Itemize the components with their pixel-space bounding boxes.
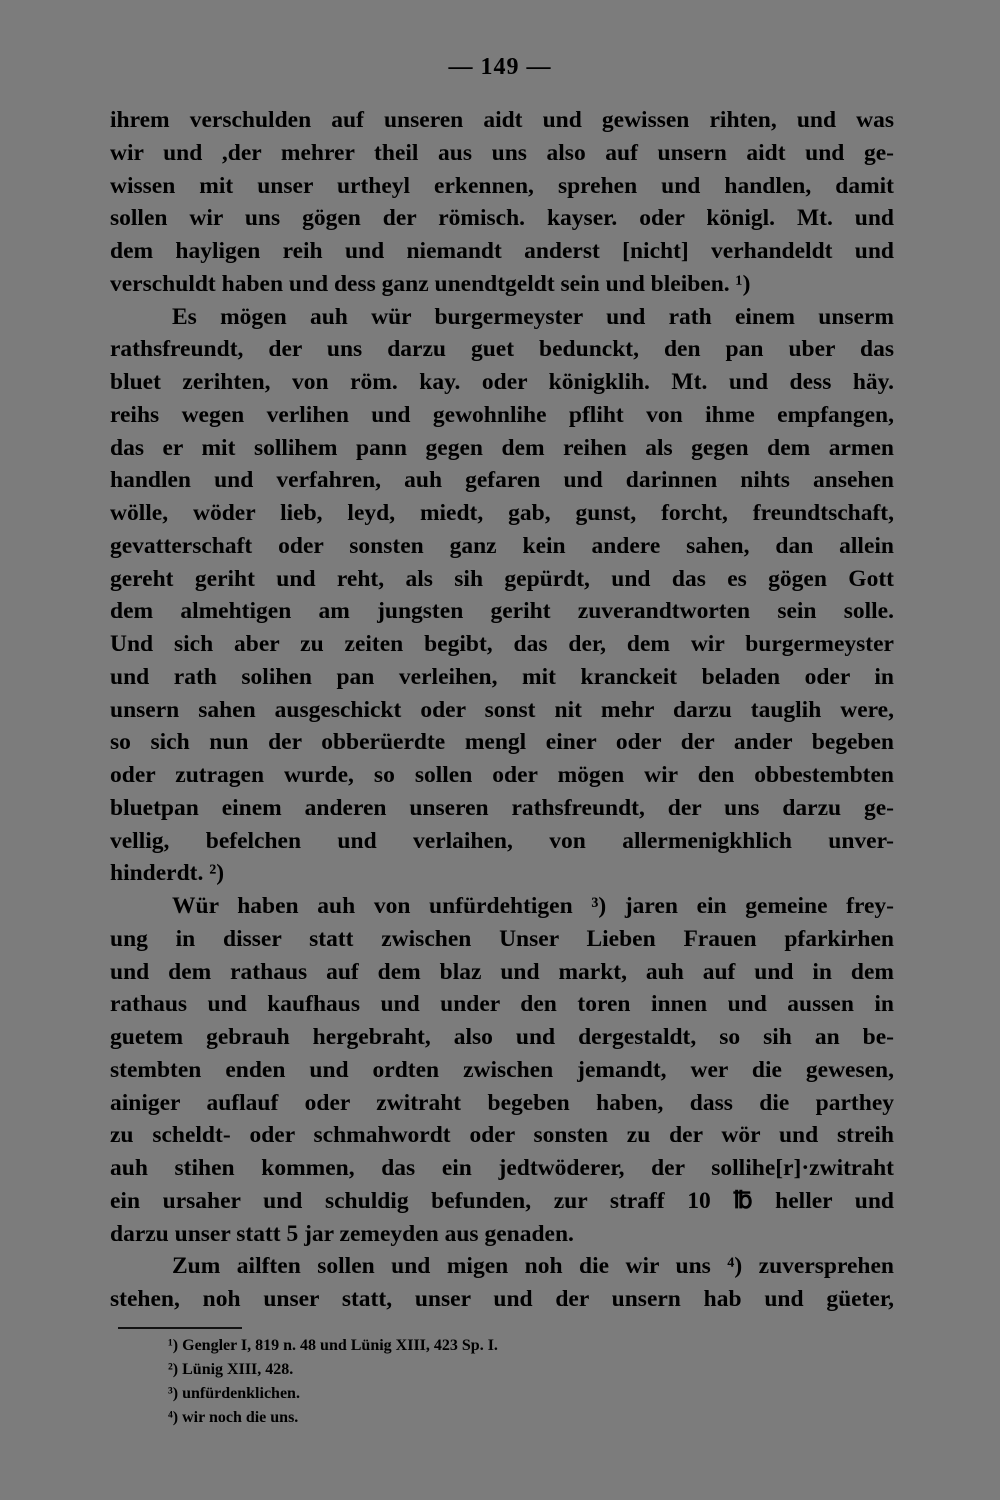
text-line: und rath solihen pan verleihen, mit kranckeit beladen oder in <box>110 663 894 690</box>
footnote-item: ⁴) wir noch die uns. <box>168 1409 299 1426</box>
text-line: auh stihen kommen, das ein jedtwöderer, der sollihe[r]·zwitraht <box>110 1155 894 1181</box>
page-number: — 149 — <box>448 54 552 80</box>
text-line: dem hayligen reih und niemandt anderst [nicht] verhandeldt und <box>110 238 894 264</box>
text-line: unsern sahen ausgeschickt oder sonst nit mehr darzu tauglih were, <box>110 696 894 723</box>
text-line: rathsfreundt, der uns darzu guet bedunckt, den pan uber das <box>110 336 894 363</box>
text-line: gevatterschaft oder sonsten ganz kein andere sahen, dan allein <box>110 532 894 559</box>
text-line: verschuldt haben und dess ganz unendtgeldt sein und bleiben. ¹) <box>110 270 751 297</box>
text-line: stembten enden und ordten zwischen jemandt, wer die gewesen, <box>110 1056 894 1083</box>
text-line: reihs wegen verlihen und gewohnlihe pfliht von ihme empfangen, <box>110 401 894 428</box>
footnote-item: ³) unfürdenklichen. <box>168 1385 300 1402</box>
text-line: wölle, wöder lieb, leyd, miedt, gab, gunst, forcht, freundtschaft, <box>110 500 894 526</box>
footnote-item: ¹) Gengler I, 819 n. 48 und Lünig XIII, 423 Sp. I. <box>168 1337 498 1354</box>
text-line: gereht geriht und reht, als sih gepürdt, und das es gögen Gott <box>110 565 894 592</box>
footnote-item: ²) Lünig XIII, 428. <box>168 1361 294 1378</box>
text-line: hinderdt. ²) <box>110 860 225 887</box>
text-line: das er mit sollihem pann gegen dem reihen als gegen dem armen <box>110 434 894 461</box>
text-line: vellig, befelchen und verlaihen, von allermenigkhlich unver- <box>110 827 894 854</box>
text-line: Und sich aber zu zeiten begibt, das der, dem wir burgermeyster <box>110 631 894 657</box>
text-line: dem almehtigen am jungsten geriht zuverandtworten sein solle. <box>110 598 894 625</box>
text-line: ihrem verschulden auf unseren aidt und gewissen rihten, und was <box>110 107 894 133</box>
text-line: zu scheldt- oder schmahwordt oder sonsten zu der wör und streih <box>110 1122 894 1149</box>
text-line: oder zutragen wurde, so sollen oder mögen wir den obbestembten <box>110 762 894 788</box>
text-line: und dem rathaus auf dem blaz und markt, auh auf und in dem <box>110 958 894 985</box>
text-line: ein ursaher und schuldig befunden, zur straff 10 ℔ heller und <box>110 1187 894 1214</box>
body-text <box>110 104 894 1316</box>
text-line: wir und ,der mehrer theil aus uns also auf unsern aidt und ge- <box>110 139 894 166</box>
text-line: rathaus und kaufhaus und under den toren innen und aussen in <box>110 991 894 1018</box>
text-line: guetem gebrauh hergebraht, also und dergestaldt, so sih an be- <box>110 1024 894 1050</box>
text-line: stehen, noh unser statt, unser und der unsern hab und güeter, <box>110 1286 894 1312</box>
text-line: ainiger auflauf oder zwitraht begeben haben, dass die parthey <box>110 1089 894 1116</box>
text-line: sollen wir uns gögen der römisch. kayser. oder königl. Mt. und <box>110 205 894 232</box>
text-line: darzu unser statt 5 jar zemeyden aus genaden. <box>110 1220 574 1247</box>
footnotes <box>168 1334 868 1430</box>
text-line: handlen und verfahren, auh gefaren und darinnen nihts ansehen <box>110 467 894 494</box>
footnote-divider <box>118 1327 242 1329</box>
text-line: so sich nun der obberüerdte mengl einer oder der ander begeben <box>110 729 894 756</box>
text-line: bluetpan einem anderen unseren rathsfreundt, der uns darzu ge- <box>110 794 894 821</box>
text-line: Zum ailften sollen und migen noh die wir uns ⁴) zuversprehen <box>172 1253 894 1280</box>
text-line: Es mögen auh wür burgermeyster und rath einem unserm <box>172 303 894 330</box>
text-line: bluet zerihten, von röm. kay. oder königklih. Mt. und dess häy. <box>110 369 894 395</box>
text-line: Wür haben auh von unfürdehtigen ³) jaren ein gemeine frey- <box>172 893 894 919</box>
text-line: wissen mit unser urtheyl erkennen, sprehen und handlen, damit <box>110 172 894 199</box>
text-line: ung in disser statt zwischen Unser Lieben Frauen pfarkirhen <box>110 925 894 952</box>
